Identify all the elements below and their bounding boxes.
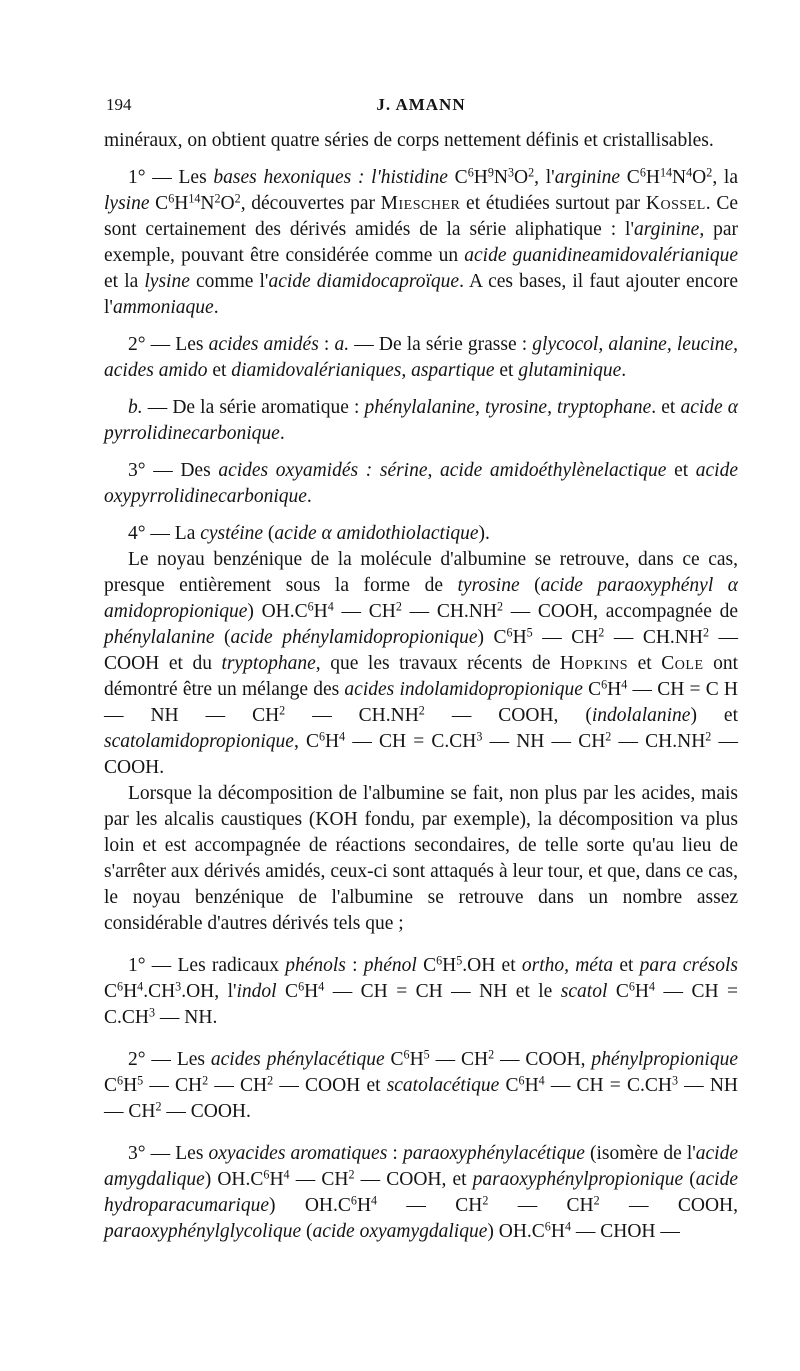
running-head: J. AMANN: [376, 95, 466, 114]
paragraph-noyau-benzenique: Le noyau benzénique de la molécule d'albumine se retrouve, dans ce cas, presque entièrement sous la forme de tyrosine (acide paraoxyphényl α amidopropionique) $OH.C^6H^4$ — $CH^2$ — $CH.NH^2$ — COOH, accompagnée de phénylalanine (acide phénylamidopropionique) $C^6H^5$ — $CH^2$ — $CH.NH^2$ — COOH et du tryptophane, que les travaux récents de Hopkins et Cole ont démontré être un mélange des acides indolamidopropionique $C^6H^4$ — CH = C H — NH — $CH^2$ — $CH.NH^2$ — COOH, (indolalanine) et scatolamidopropionique, $C^6H^4$ — CH = $C.CH^3$ — NH — $CH^2$ — $CH.NH^2$ — COOH.: [104, 549, 739, 778]
page-header: [104, 92, 738, 128]
paragraph-acides-amides: 2° — Les acides amidés : a. — De la série grasse : glycocol, alanine, leucine, acides amido et diamidovalérianiques, aspartique et glutaminique.: [104, 334, 739, 381]
paragraph-intro: minéraux, on obtient quatre séries de corps nettement définis et cristallisables.: [104, 130, 714, 151]
paragraph-radicaux-phenols: 1° — Les radicaux phénols : phénol $C^6H^5.OH$ et ortho, méta et para crésols $C^6H^4.CH^3.OH$, l'indol $C^6H^4$ — CH = CH — NH et le scatol $C^6H^4$ — CH = $C.CH^3$ — NH.: [104, 953, 738, 1028]
paragraph-cysteine: 4° — La cystéine (acide α amidothiolactique).: [128, 523, 490, 544]
paragraph-acides-phenylacetique: 2° — Les acides phénylacétique $C^6H^5$ — $CH^2$ — COOH, phénylpropionique $C^6H^5$ — $CH^2$ — $CH^2$ — COOH et scatolacétique $C^6H^4$ — CH = $C.CH^3$ — NH — $CH^2$ — COOH.: [104, 1047, 739, 1122]
paragraph-acides-oxyamides: 3° — Des acides oxyamidés : sérine, acide amidoéthylènelactique et acide oxypyrrolidinecarbonique.: [104, 460, 739, 507]
page-number: 194: [106, 95, 132, 114]
paragraph-decomposition-alcalis: Lorsque la décomposition de l'albumine se fait, non plus par les acides, mais par les alcalis caustiques (KOH fondu, par exemple), la décomposition va plus loin et est accompagnée de réactions secondaires, de telle sorte qu'au lieu de s'arrêter aux dérivés amidés, ceux-ci sont attaqués à leur tour, et que, dans ce cas, le noyau benzénique de l'albumine se retrouve dans un nombre assez considérable d'autres dérivés tels que ;: [104, 783, 738, 934]
book-page: [104, 92, 738, 1245]
paragraph-bases-hexoniques: 1° — Les bases hexoniques : l'histidine $C^6H^9N^3O^2$, l'arginine $C^6H^{14}N^4O^2$, la lysine $C^6H^{14}N^2O^2$, découvertes par Miescher et étudiées surtout par Kossel. Ce sont certainement des dérivés amidés de la série aliphatique : l'arginine, par exemple, pouvant être considérée comme un acide guanidineamidovalérianique et la lysine comme l'acide diamidocaproïque. A ces bases, il faut ajouter encore l'ammoniaque.: [104, 165, 738, 318]
paragraph-oxyacides-aromatiques: 3° — Les oxyacides aromatiques : paraoxyphénylacétique (isomère de l'acide amygdalique) $OH.C^6H^4$ — $CH^2$ — COOH, et paraoxyphénylpropionique (acide hydroparacumarique) $OH.C^6H^4$ — $CH^2$ — $CH^2$ — COOH, paraoxyphénylglycolique (acide oxyamygdalique) $OH.C^6H^4$ — CHOH —: [104, 1143, 739, 1242]
paragraph-serie-aromatique: b. — De la série aromatique : phénylalanine, tyrosine, tryptophane. et acide α pyrrolidinecarbonique.: [104, 397, 738, 444]
